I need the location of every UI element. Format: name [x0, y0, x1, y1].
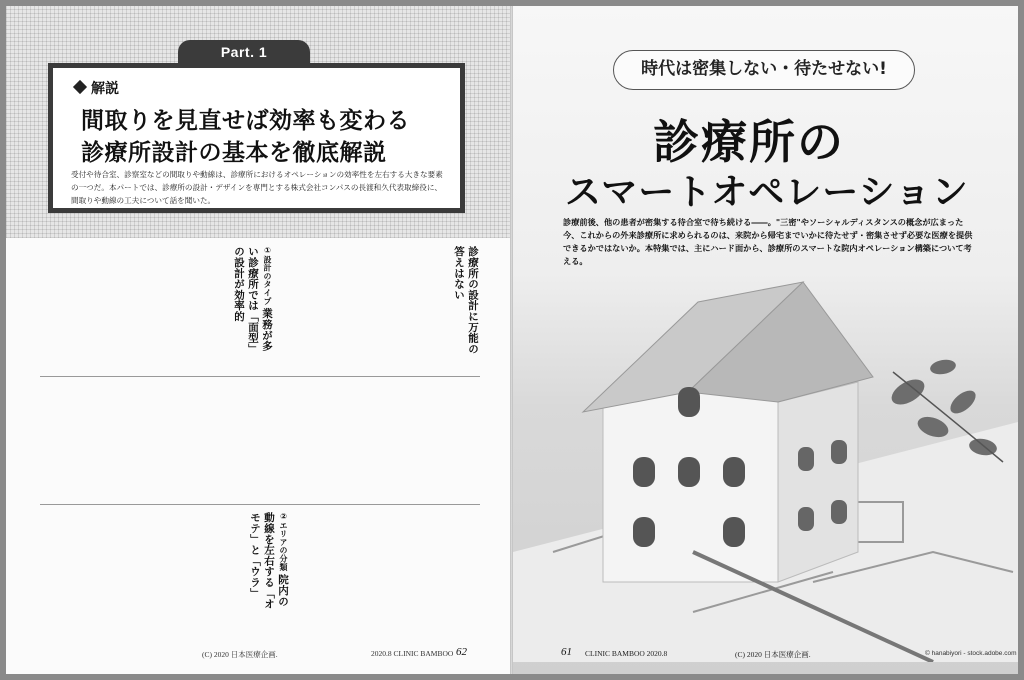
footer-copyright: (C) 2020 日本医療企画. [735, 650, 811, 659]
column-divider [40, 504, 480, 505]
footer-issue: 2020.8 CLINIC BAMBOO [371, 649, 454, 658]
column-block [308, 246, 480, 356]
feature-title-line2: スマートオペレーション [565, 172, 969, 213]
column-block [124, 246, 274, 356]
body-columns [40, 246, 480, 646]
footer-copyright: (C) 2020 日本医療企画. [202, 650, 278, 659]
category-label [75, 78, 119, 98]
article-title-box [48, 63, 465, 213]
column-divider [40, 376, 480, 377]
section-subheading: ②エリアの分類 [279, 512, 288, 572]
page-number: 62 [456, 646, 467, 658]
page-number: 61 [561, 646, 572, 658]
article-title-line1: 間取りを見直せば効率も変わる [81, 108, 410, 134]
feature-title-line1: 診療所の [653, 115, 845, 169]
photo-credit: © hanabiyori - stock.adobe.com [925, 650, 1017, 657]
section-heading: 業務が多い診療所では「面型」の設計が効率的 [233, 246, 273, 354]
house-model-photo [513, 252, 1018, 662]
category-text: 解説 [91, 81, 119, 97]
section-heading: 院内の動線を左右する「オモテ」と「ウラ」 [249, 512, 289, 610]
footer-issue: CLINIC BAMBOO 2020.8 [585, 649, 668, 658]
diamond-icon [73, 80, 87, 94]
column-block [200, 512, 290, 612]
part-label: Part. 1 [178, 40, 310, 64]
left-page [6, 6, 510, 674]
section-subheading: ①設計のタイプ [263, 246, 272, 306]
right-page [513, 6, 1018, 674]
feature-banner: 時代は密集しない・待たせない! [613, 50, 915, 90]
section-heading: 診療所の設計に万能の答えはない [453, 246, 479, 354]
article-title-line2: 診療所設計の基本を徹底解説 [81, 140, 387, 166]
feature-lead: 診療前後、他の患者が密集する待合室で待ち続ける――。"三密"やソーシャルディスタンスの概念が広まった今、これからの外来診療所に求められるのは、来院から帰宅までいかに待たせず・密集させず必要な医療を提供できるかではないか。本特集では、主にハード面から、診療所のスマートな院内オペレーション構築について考える。 [563, 217, 973, 266]
article-lead: 受付や待合室、診察室などの間取りや動線は、診療所におけるオペレーションの効率性を左右する大きな要素の一つだ。本パートでは、診療所の設計・デザインを専門とする株式会社コンパスの長渡和久代表取締役に、間取りや動線の工夫について話を聞いた。 [71, 170, 443, 205]
